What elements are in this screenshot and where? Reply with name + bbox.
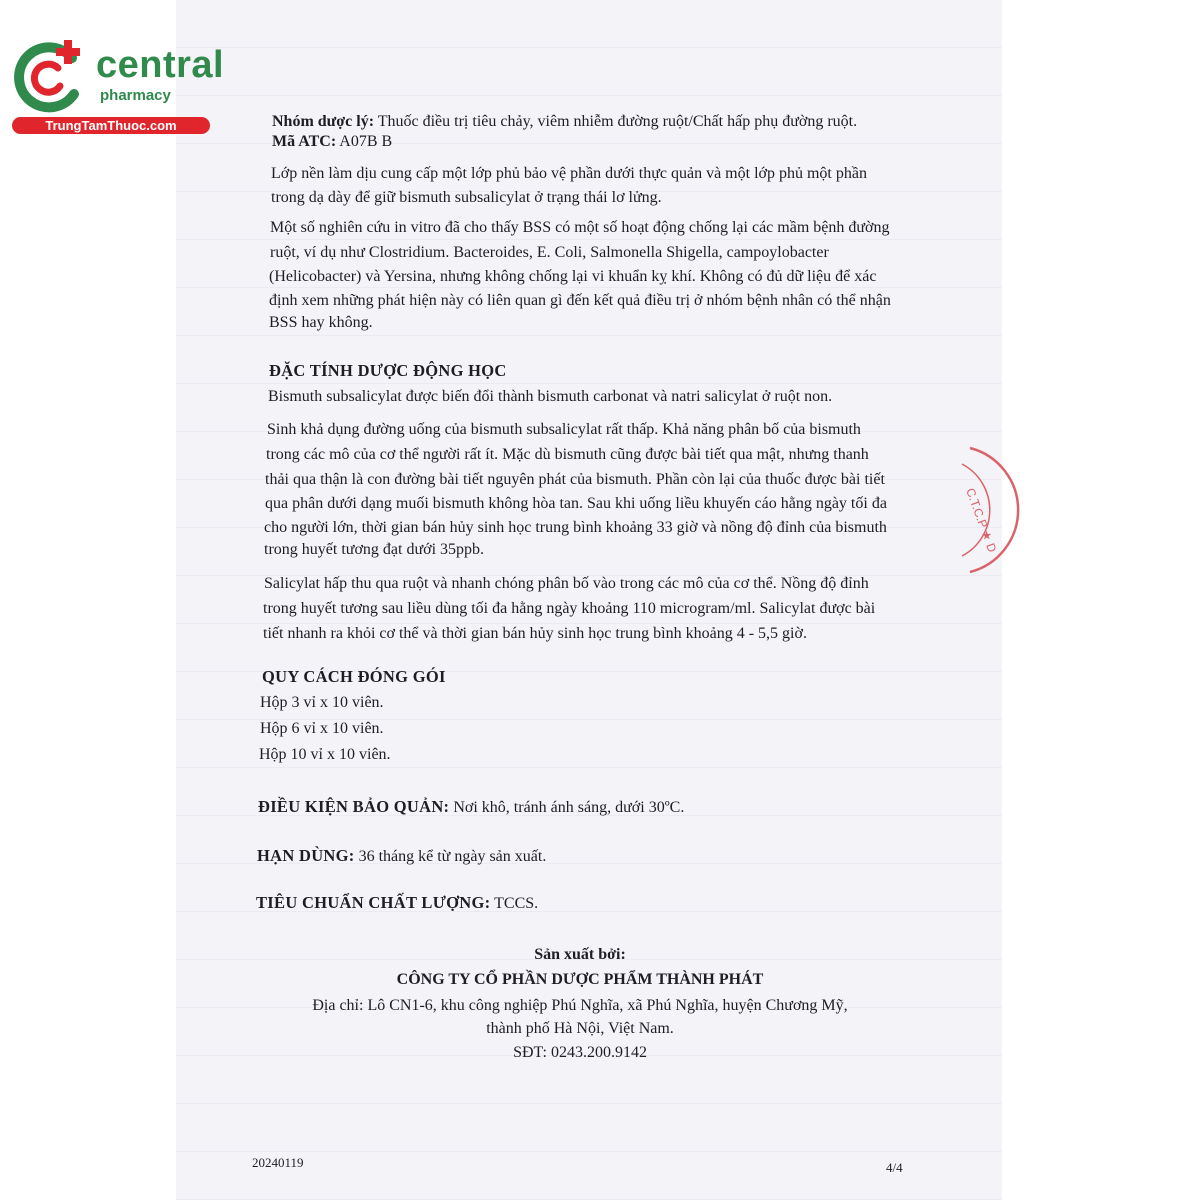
quality-line	[256, 893, 538, 914]
pharm-p2-line: BSS hay không.	[269, 314, 373, 331]
manufacturer-address: thành phố Hà Nội, Việt Nam.	[486, 1020, 674, 1037]
expiry-line	[257, 846, 546, 867]
logo-name: central	[96, 44, 225, 86]
pharm-p1-line: trong dạ dày để giữ bismuth subsalicylat ở trạng thái lơ lửng.	[271, 189, 662, 206]
pk-p2-line: trong các mô của cơ thể người rất ít. Mặc dù bismuth cũng được bài tiết qua mật, nhưng thanh	[266, 446, 869, 463]
logo-site-url[interactable]: TrungTamThuoc.com	[12, 117, 210, 134]
pharm-group-line	[272, 112, 857, 132]
stamp-text: C.T.C.P ★ D	[963, 486, 1000, 555]
pk-p2-line: qua phân dưới dạng muối bismuth không hòa tan. Sau khi uống liều khuyến cáo hằng ngày tối đa	[265, 495, 887, 512]
pharm-group-value: Thuốc điều trị tiêu chảy, viêm nhiễm đường ruột/Chất hấp phụ đường ruột.	[377, 113, 858, 130]
manufacturer-name: CÔNG TY CỔ PHẦN DƯỢC PHẨM THÀNH PHÁT	[396, 971, 764, 988]
pk-p2-line: thải qua thận là con đường bài tiết nguyên phát của bismuth. Phần còn lại của thuốc được bài tiết	[265, 471, 885, 488]
page-number: 4/4	[886, 1160, 903, 1175]
central-pharmacy-logo[interactable]	[10, 38, 225, 136]
pharm-p2-line: ruột, ví dụ như Clostridium. Bacteroides, E. Coli, Salmonella Shigella, campoylobacter	[270, 244, 829, 261]
document-code: 20240119	[252, 1155, 304, 1170]
pk-p3-line: tiết nhanh ra khỏi cơ thể và thời gian bán hủy sinh học trung bình khoảng 4 - 5,5 giờ.	[263, 625, 807, 642]
pharm-p2-line: Một số nghiên cứu in vitro đã cho thấy BSS có một số hoạt động chống lại các mầm bệnh đường	[270, 219, 890, 236]
pharm-p2-line: (Helicobacter) và Yersina, nhưng không chống lại vi khuẩn kỵ khí. Không có đủ dữ liệu để xác	[269, 268, 877, 285]
storage-label: ĐIỀU KIỆN BẢO QUẢN:	[258, 797, 450, 816]
packaging-item: Hộp 3 vỉ x 10 viên.	[260, 694, 384, 711]
atc-value: A07B B	[339, 133, 393, 150]
pk-p2-line: trong huyết tương đạt dưới 35ppb.	[264, 541, 485, 558]
quality-value: TCCS.	[494, 895, 539, 912]
pk-heading: ĐẶC TÍNH DƯỢC ĐỘNG HỌC	[269, 361, 507, 380]
packaging-heading: QUY CÁCH ĐÓNG GÓI	[262, 667, 446, 686]
pharm-p1-line: Lớp nền làm dịu cung cấp một lớp phủ bảo vệ phần dưới thực quản và một lớp phủ một phần	[271, 165, 867, 182]
packaging-item: Hộp 6 vỉ x 10 viên.	[260, 720, 384, 737]
storage-line	[258, 797, 684, 818]
packaging-item: Hộp 10 vỉ x 10 viên.	[259, 746, 391, 763]
pk-p3-line: Salicylat hấp thu qua ruột và nhanh chóng phân bố vào trong các mô của cơ thể. Nồng độ đỉnh	[264, 575, 869, 592]
pk-p1: Bismuth subsalicylat được biến đổi thành bismuth carbonat và natri salicylat ở ruột non.	[268, 388, 833, 405]
company-stamp	[940, 440, 1060, 580]
pk-p3-line: trong huyết tương sau liều dùng tối đa hằng ngày khoảng 110 microgram/ml. Salicylat được bài	[263, 600, 876, 617]
expiry-label: HẠN DÙNG:	[257, 846, 355, 865]
manufacturer-address: Địa chỉ: Lô CN1-6, khu công nghiệp Phú Nghĩa, xã Phú Nghĩa, huyện Chương Mỹ,	[312, 997, 848, 1014]
expiry-value: 36 tháng kể từ ngày sản xuất.	[358, 848, 547, 865]
pk-p2-line: cho người lớn, thời gian bán hủy sinh học trung bình khoảng 33 giờ và nồng độ đỉnh của bismuth	[264, 519, 887, 536]
manufacturer-label: Sản xuất bởi:	[534, 946, 626, 963]
manufacturer-phone: SĐT: 0243.200.9142	[513, 1044, 647, 1061]
pk-p2-line: Sinh khả dụng đường uống của bismuth subsalicylat rất thấp. Khả năng phân bố của bismuth	[267, 421, 861, 438]
atc-line	[272, 132, 392, 152]
pharmacy-c-icon	[10, 38, 90, 118]
quality-label: TIÊU CHUẨN CHẤT LƯỢNG:	[256, 893, 491, 912]
logo-subtitle: pharmacy	[100, 87, 171, 104]
atc-label: Mã ATC:	[272, 133, 337, 150]
pharm-group-label: Nhóm dược lý:	[272, 113, 375, 130]
storage-value: Nơi khô, tránh ánh sáng, dưới 30ºC.	[453, 799, 685, 816]
pharm-p2-line: định xem những phát hiện này có liên quan gì đến kết quả điều trị ở nhóm bệnh nhân có thể nhận	[269, 292, 891, 309]
